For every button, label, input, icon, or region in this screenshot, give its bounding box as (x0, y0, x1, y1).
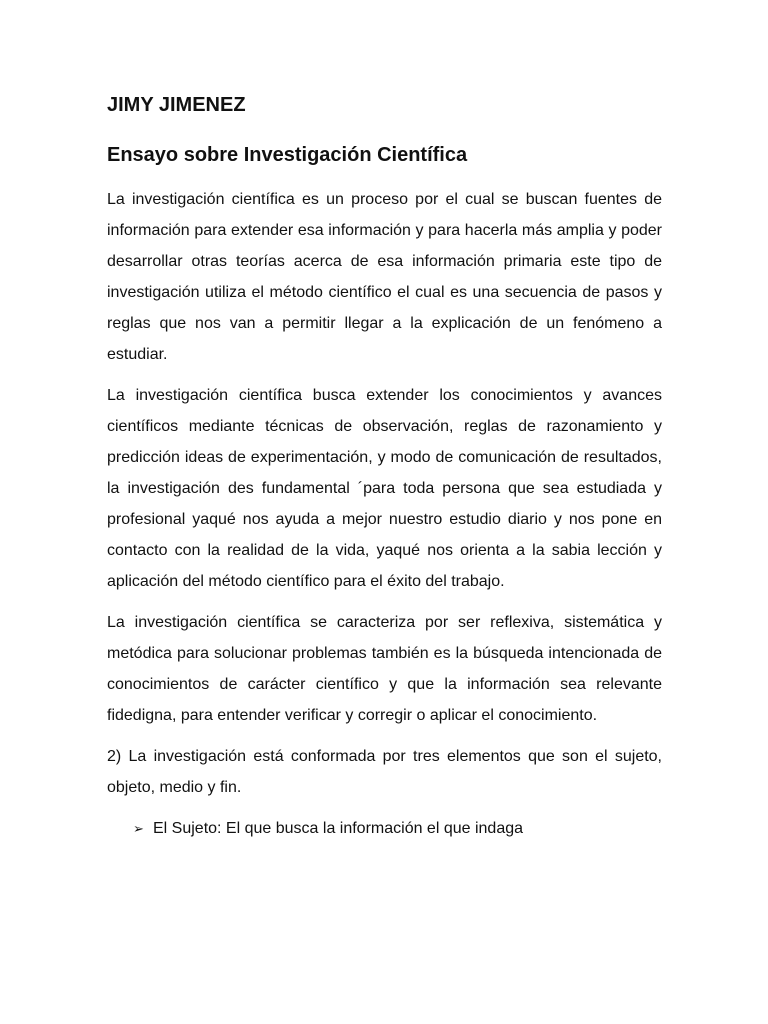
paragraph-3: La investigación científica se caracteriza por ser reflexiva, sistemática y metódica para solucionar problemas también es la búsqueda intencionada de conocimientos de carácter científico y que la información sea relevante fidedigna, para entender verificar y corregir o aplicar el conocimiento. (107, 614, 662, 724)
document-page (107, 88, 662, 844)
author-name: JIMY JIMENEZ (107, 94, 246, 116)
paragraph-2: La investigación científica busca extender los conocimientos y avances científicos mediante técnicas de observación, reglas de razonamiento y predicción ideas de experimentación, y modo de comunicación de resultados, la investigación des fundamental ´para toda persona que sea estudiada y profesional yaqué nos ayuda a mejor nuestro estudio diario y nos pone en contacto con la realidad de la vida, yaqué nos orienta a la sabia lección y aplicación del método científico para el éxito del trabajo. (107, 387, 662, 590)
list-item (133, 813, 662, 844)
bullet-text: El Sujeto: El que busca la información el que indaga (153, 820, 524, 837)
paragraph-4: 2) La investigación está conformada por tres elementos que son el sujeto, objeto, medio y fin. (107, 748, 662, 796)
essay-title: Ensayo sobre Investigación Científica (107, 144, 468, 166)
arrow-bullet-icon: ➢ (133, 821, 144, 836)
bullet-list (107, 813, 662, 844)
paragraph-1: La investigación científica es un proceso por el cual se buscan fuentes de información para extender esa información y para hacerla más amplia y poder desarrollar otras teorías acerca de esa información primaria este tipo de investigación utiliza el método científico el cual es una secuencia de pasos y reglas que nos van a permitir llegar a la explicación de un fenómeno a estudiar. (107, 191, 662, 363)
